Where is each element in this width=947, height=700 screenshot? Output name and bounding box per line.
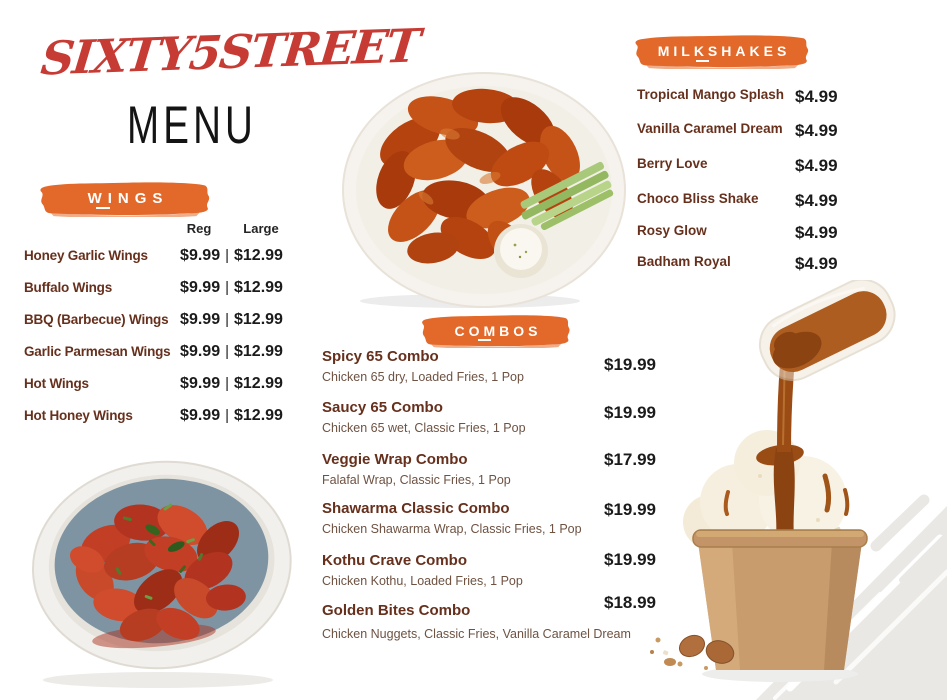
menu-item-row — [24, 343, 292, 361]
menu-item-row — [322, 348, 692, 384]
wings-size-columns — [176, 221, 292, 236]
item-price: $19.99 — [604, 355, 656, 374]
item-name: Garlic Parmesan Wings — [24, 344, 171, 359]
chicken-65-bowl-photo — [28, 443, 296, 691]
menu-item-row — [24, 375, 292, 393]
item-name: Badham Royal — [637, 254, 731, 269]
item-name: Hot Wings — [24, 376, 89, 391]
wings-plate-photo — [338, 58, 630, 310]
milkshakes-section-banner — [633, 33, 811, 69]
menu-item-row — [24, 311, 292, 329]
item-name: Veggie Wrap Combo — [322, 451, 468, 468]
item-description: Chicken Kothu, Loaded Fries, 1 Pop — [322, 574, 523, 588]
menu-item-row — [637, 253, 897, 271]
item-description: Chicken Nuggets, Classic Fries, Vanilla Caramel Dream — [322, 627, 631, 641]
item-price: $4.99 — [795, 254, 838, 273]
item-price-large: $12.99 — [234, 279, 283, 296]
item-name: BBQ (Barbecue) Wings — [24, 312, 169, 327]
item-name: Shawarma Classic Combo — [322, 500, 510, 517]
menu-item-row — [637, 86, 897, 104]
item-price-large: $12.99 — [234, 343, 283, 360]
item-price-reg: $9.99 — [180, 311, 221, 328]
item-price: $4.99 — [795, 87, 838, 106]
item-price: $18.99 — [604, 593, 656, 612]
menu-title: MENU — [127, 94, 257, 155]
combos-item-list — [322, 346, 692, 656]
menu-item-row — [24, 247, 292, 265]
wings-banner-label: WINGS — [87, 190, 169, 207]
wings-col-reg: Reg — [186, 221, 212, 236]
item-name: Spicy 65 Combo — [322, 348, 439, 365]
item-description: Falafal Wrap, Classic Fries, 1 Pop — [322, 473, 511, 487]
item-price-reg: $9.99 — [180, 279, 221, 296]
item-name: Berry Love — [637, 156, 708, 171]
combos-section-banner — [420, 313, 572, 348]
combos-banner-label: COMBOS — [454, 322, 542, 339]
item-name: Saucy 65 Combo — [322, 399, 443, 416]
menu-item-row — [322, 500, 692, 536]
banner-underline-decoration — [696, 60, 709, 63]
item-price: $4.99 — [795, 191, 838, 210]
item-name: Rosy Glow — [637, 223, 707, 238]
menu-item-row — [322, 593, 692, 641]
item-name: Vanilla Caramel Dream — [637, 121, 783, 136]
brand-logo: SIXTY5STREET — [38, 18, 422, 86]
wings-col-large: Large — [243, 221, 279, 236]
item-price: $19.99 — [604, 500, 656, 519]
item-name: Kothu Crave Combo — [322, 552, 468, 569]
menu-item-row — [637, 120, 897, 138]
item-name: Honey Garlic Wings — [24, 248, 148, 263]
menu-item-row — [322, 451, 692, 487]
menu-item-row — [637, 222, 897, 240]
menu-item-row — [322, 399, 692, 435]
item-price: $4.99 — [795, 121, 838, 140]
item-price-large: $12.99 — [234, 375, 283, 392]
price-divider: | — [225, 375, 229, 392]
banner-underline-decoration — [478, 339, 491, 342]
item-description: Chicken 65 wet, Classic Fries, 1 Pop — [322, 421, 526, 435]
menu-item-row — [24, 407, 292, 425]
price-divider: | — [225, 343, 229, 360]
item-price: $17.99 — [604, 450, 656, 469]
caramel-sundae-photo — [640, 280, 947, 700]
caramel-jar — [750, 280, 905, 390]
item-name: Hot Honey Wings — [24, 408, 133, 423]
price-divider: | — [225, 279, 229, 296]
ranch-dip-cup — [494, 224, 548, 278]
menu-item-row — [637, 155, 897, 173]
item-description: Chicken 65 dry, Loaded Fries, 1 Pop — [322, 370, 524, 384]
milkshakes-item-list — [637, 86, 897, 276]
item-price-large: $12.99 — [234, 247, 283, 264]
wings-section-banner — [38, 180, 212, 217]
item-price-reg: $9.99 — [180, 343, 221, 360]
item-price-large: $12.99 — [234, 311, 283, 328]
item-price: $19.99 — [604, 403, 656, 422]
item-name: Buffalo Wings — [24, 280, 113, 295]
item-price-reg: $9.99 — [180, 407, 221, 424]
menu-item-row — [322, 552, 692, 588]
item-name: Tropical Mango Splash — [637, 87, 785, 102]
menu-item-row — [637, 190, 897, 208]
item-name: Choco Bliss Shake — [637, 191, 759, 206]
price-divider: | — [225, 247, 229, 264]
banner-underline-decoration — [96, 207, 110, 210]
price-divider: | — [225, 311, 229, 328]
item-price: $4.99 — [795, 156, 838, 175]
item-price: $4.99 — [795, 223, 838, 242]
price-divider: | — [225, 407, 229, 424]
item-description: Chicken Shawarma Wrap, Classic Fries, 1 Pop — [322, 522, 582, 536]
wings-item-list — [24, 247, 292, 447]
item-price-reg: $9.99 — [180, 375, 221, 392]
milkshakes-banner-label: MILKSHAKES — [657, 43, 791, 59]
item-name: Golden Bites Combo — [322, 602, 471, 619]
menu-item-row — [24, 279, 292, 297]
item-price: $19.99 — [604, 550, 656, 569]
item-price-reg: $9.99 — [180, 247, 221, 264]
item-price-large: $12.99 — [234, 407, 283, 424]
